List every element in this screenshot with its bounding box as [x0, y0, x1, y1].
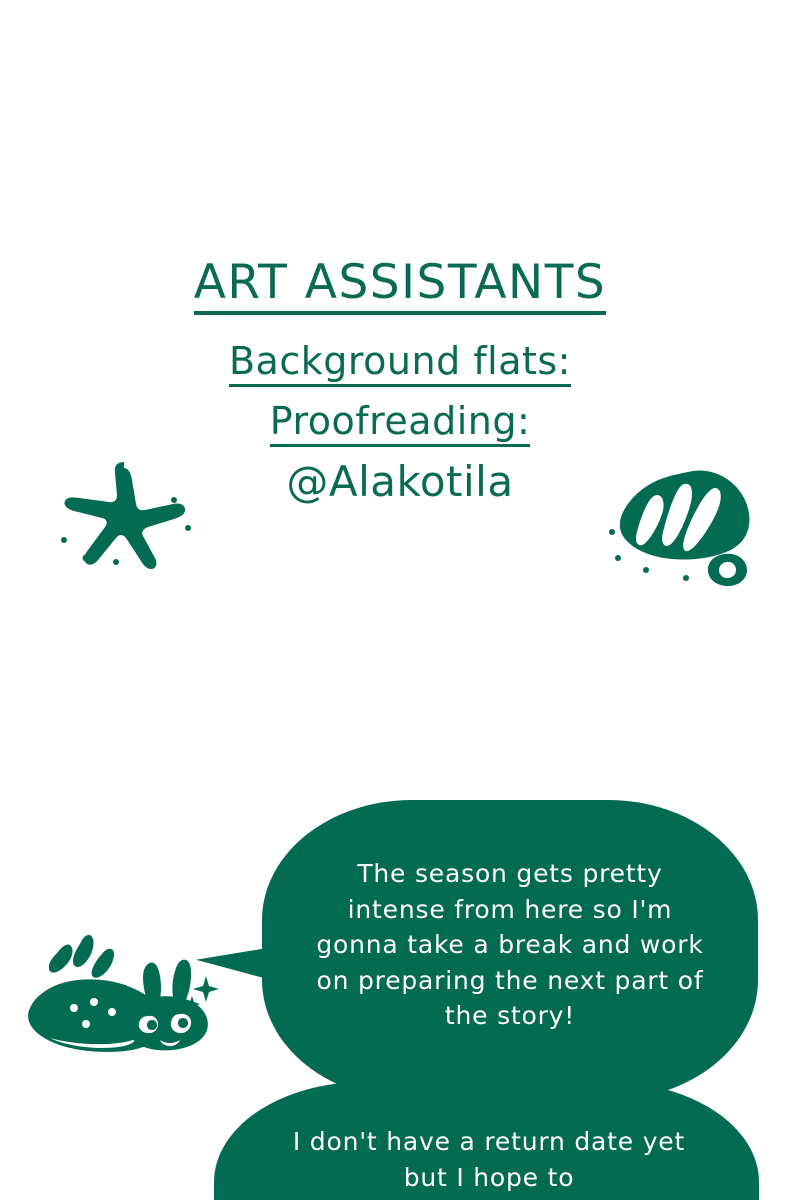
page-title: ART ASSISTANTS	[194, 258, 606, 315]
credits-block	[0, 255, 800, 507]
sea-slug-character-icon	[14, 930, 224, 1090]
credit-role-background-flats: Background flats:	[229, 341, 571, 387]
speech-balloon-2	[214, 1082, 759, 1200]
credit-role-proofreading: Proofreading:	[270, 401, 531, 447]
speech-balloon-1	[262, 800, 758, 1100]
credit-handle: @Alakotila	[286, 457, 514, 507]
balloon-1-text: The season gets pretty intense from here so I'm gonna take a break and work on preparing the next part of the story!	[316, 859, 704, 1030]
balloon-2-text: I don't have a return date yet but I hope to	[292, 1127, 686, 1192]
